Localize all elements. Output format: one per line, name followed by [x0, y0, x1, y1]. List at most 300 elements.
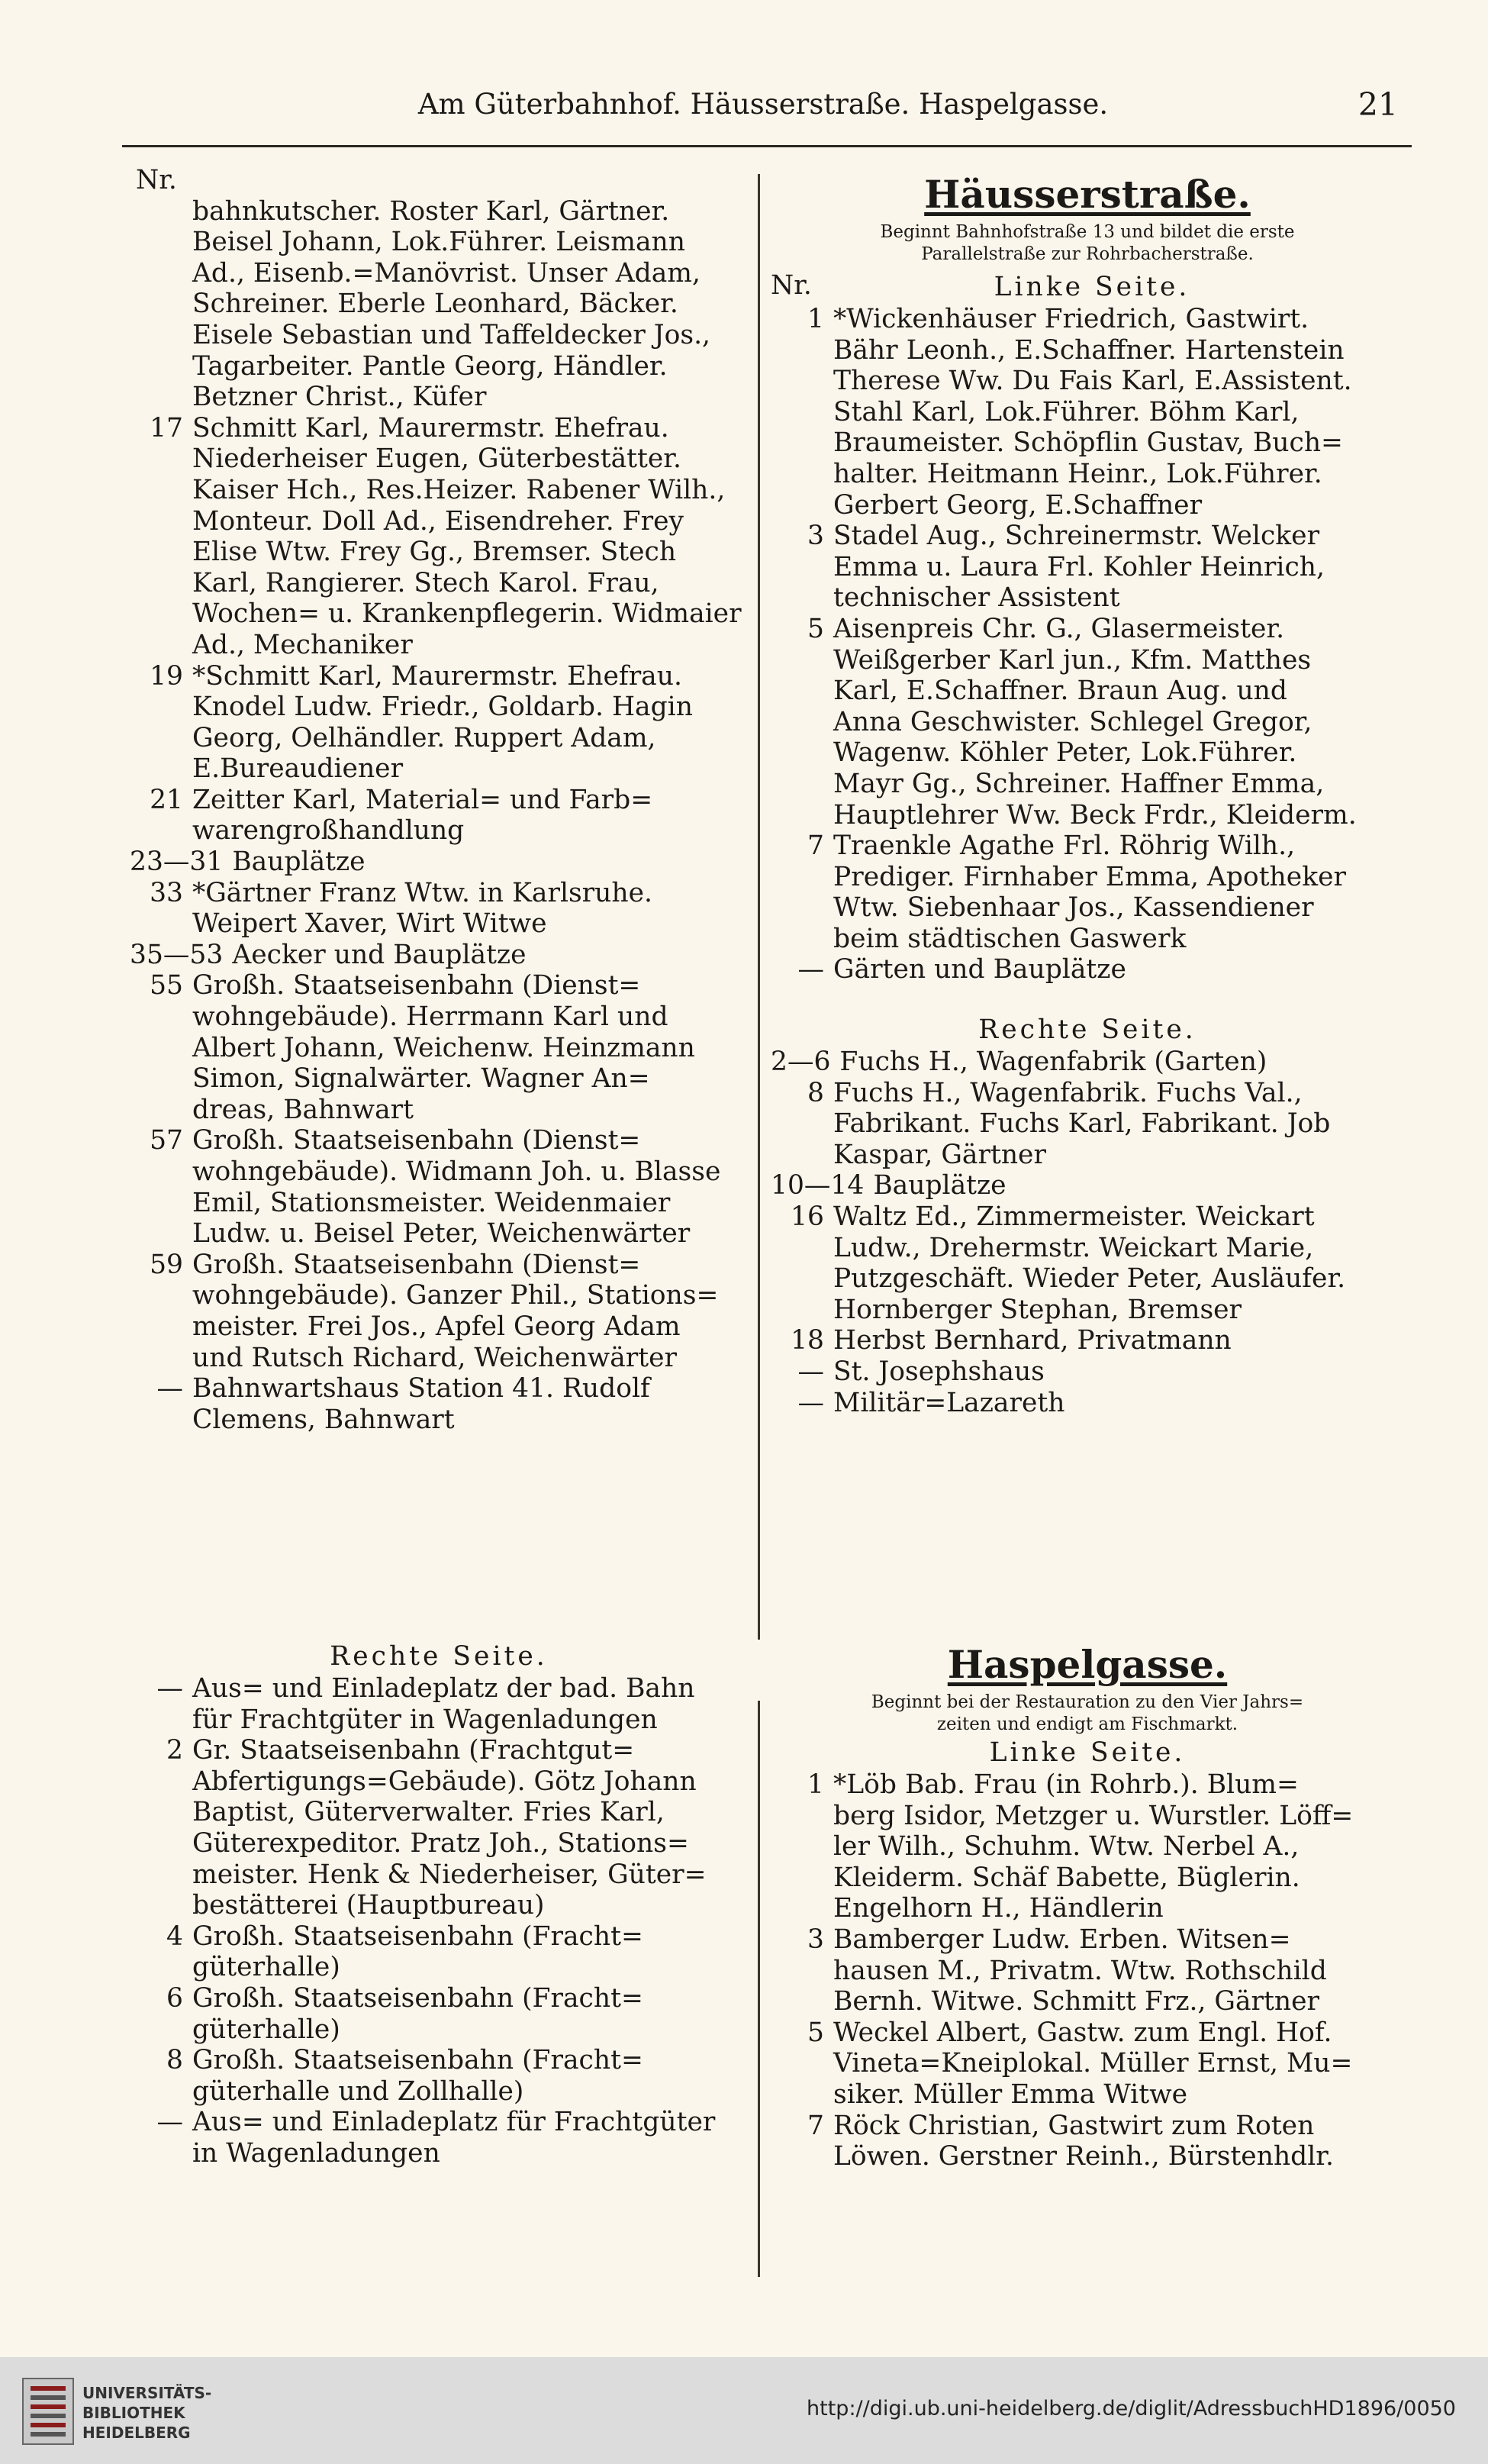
entry-text: warengroßhandlung — [192, 815, 465, 847]
entry-line — [130, 537, 748, 568]
entry-text: Ad., Eisenb.=Manövrist. Unser Adam, — [192, 257, 701, 289]
house-number — [771, 335, 833, 366]
entry-text: Engelhorn H., Händlerin — [833, 1893, 1164, 1924]
entry-text: Georg, Oelhändler. Ruppert Adam, — [192, 722, 656, 753]
entry-text: Vineta=Kneiplokal. Müller Ernst, Mu= — [833, 2048, 1353, 2079]
entry-line — [130, 1280, 748, 1311]
entry-line — [130, 1156, 748, 1188]
house-number — [771, 1108, 833, 1140]
house-number — [771, 582, 833, 614]
entry-line — [130, 2138, 748, 2169]
house-number — [130, 475, 192, 506]
entry-text: Aus= und Einladeplatz der bad. Bahn — [192, 1673, 695, 1704]
house-number — [771, 645, 833, 676]
street-description-2: Parallelstraße zur Rohrbacherstraße. — [921, 244, 1254, 264]
house-number: — — [156, 1373, 183, 1405]
entry-text: Gerbert Georg, E.Schaffner — [833, 489, 1203, 521]
entry-line — [771, 582, 1404, 614]
house-number — [771, 1801, 833, 1832]
entry-line — [130, 506, 748, 537]
entry-line — [771, 830, 1404, 862]
entry-line — [130, 443, 748, 475]
house-number: 18 — [791, 1325, 824, 1356]
entry-line — [130, 1188, 748, 1219]
entry-line — [771, 2111, 1404, 2142]
entry-text: Weipert Xaver, Wirt Witwe — [192, 908, 547, 940]
entry-text: berg Isidor, Metzger u. Wurstler. Löff= — [833, 1800, 1354, 1831]
house-number — [771, 366, 833, 397]
house-number — [771, 2048, 833, 2079]
entry-text: Schmitt Karl, Maurermstr. Ehefrau. — [192, 412, 669, 443]
page-number: 21 — [1358, 86, 1398, 123]
house-number — [771, 769, 833, 800]
house-number — [130, 537, 192, 568]
entry-line — [771, 954, 1404, 985]
house-number — [130, 598, 192, 630]
permalink-url[interactable]: http://digi.ub.uni-heidelberg.de/diglit/AdressbuchHD1896/0050 — [807, 2397, 1456, 2420]
entry-line — [771, 1831, 1404, 1863]
house-number — [130, 1095, 192, 1126]
house-number — [130, 1828, 192, 1859]
house-number — [130, 1704, 192, 1736]
house-number: 59 — [150, 1249, 183, 1280]
house-number — [130, 1311, 192, 1343]
house-number — [130, 1156, 192, 1188]
street-title: Haspelgasse. — [947, 1642, 1228, 1687]
house-number — [771, 397, 833, 428]
house-number: 21 — [150, 784, 183, 815]
entry-text: siker. Müller Emma Witwe — [833, 2079, 1188, 2110]
entry-text: Bamberger Ludw. Erben. Witsen= — [833, 1924, 1291, 1955]
entry-line — [771, 800, 1404, 831]
institution-line-1: UNIVERSITÄTS- — [82, 2384, 212, 2402]
entry-text: meister. Henk & Niederheiser, Güter= — [192, 1859, 707, 1890]
house-number — [771, 1295, 833, 1326]
entry-line — [771, 1047, 1404, 1078]
entry-line — [130, 2076, 748, 2108]
entry-line — [130, 970, 748, 1001]
house-number — [771, 427, 833, 459]
house-number — [771, 1140, 833, 1171]
house-number — [130, 196, 192, 227]
house-number — [130, 568, 192, 599]
entry-line — [771, 335, 1404, 366]
entry-text: Niederheiser Eugen, Güterbestätter. — [192, 443, 681, 475]
entry-line — [771, 862, 1404, 893]
entry-line — [130, 940, 748, 971]
entry-text: meister. Frei Jos., Apfel Georg Adam — [192, 1311, 681, 1342]
house-number: 35—53 — [130, 939, 224, 970]
house-number — [771, 1893, 833, 1924]
entry-line — [130, 1766, 748, 1798]
entry-line — [771, 490, 1404, 521]
entry-text: Stadel Aug., Schreinermstr. Welcker — [833, 521, 1320, 552]
entry-text: Aus= und Einladeplatz für Frachtgüter — [192, 2107, 716, 2138]
entry-text: *Löb Bab. Frau (in Rohrb.). Blum= — [833, 1769, 1299, 1800]
house-number — [130, 1797, 192, 1828]
entry-line — [771, 1201, 1404, 1233]
entry-text: Knodel Ludw. Friedr., Goldarb. Hagin — [192, 692, 693, 723]
entry-line — [771, 552, 1404, 583]
house-number: 3 — [807, 521, 824, 552]
house-number — [130, 1343, 192, 1374]
left-entries — [130, 196, 748, 1436]
house-number: 23—31 — [130, 847, 224, 878]
entry-line — [130, 568, 748, 599]
entry-text: Albert Johann, Weichenw. Heinzmann — [192, 1032, 695, 1063]
entry-text: Militär=Lazareth — [833, 1387, 1065, 1418]
entry-text: Braumeister. Schöpflin Gustav, Buch= — [833, 427, 1343, 459]
entry-line — [771, 1108, 1404, 1140]
institution-name — [82, 2383, 211, 2443]
entry-text: Gärten und Bauplätze — [833, 954, 1126, 985]
entry-line — [130, 1095, 748, 1126]
entry-line — [130, 908, 748, 940]
university-seal-icon — [21, 2377, 75, 2446]
entry-line — [130, 1125, 748, 1156]
entry-line — [130, 1673, 748, 1704]
entry-line — [130, 2045, 748, 2076]
entry-line — [771, 1170, 1404, 1201]
entry-line — [771, 1893, 1404, 1924]
entry-text: und Rutsch Richard, Weichenwärter — [192, 1342, 678, 1373]
entry-line — [771, 676, 1404, 707]
entry-line — [771, 1356, 1404, 1388]
left-column-lower — [130, 1640, 748, 2169]
house-number — [130, 2138, 192, 2169]
entry-text: Bauplätze — [873, 1170, 1006, 1201]
entry-line — [130, 692, 748, 723]
entry-line — [130, 630, 748, 661]
entry-line — [130, 1373, 748, 1405]
entry-line — [130, 227, 748, 258]
entry-text: Bernh. Witwe. Schmitt Frz., Gärtner — [833, 1986, 1320, 2017]
entry-text: hausen M., Privatm. Wtw. Rothschild — [833, 1955, 1327, 1986]
entry-line — [771, 459, 1404, 490]
institution-line-3: HEIDELBERG — [82, 2424, 191, 2442]
entry-line — [130, 1828, 748, 1859]
entry-line — [771, 1388, 1404, 1419]
entry-text: Großh. Staatseisenbahn (Dienst= — [192, 970, 641, 1001]
entry-text: halter. Heitmann Heinr., Lok.Führer. — [833, 458, 1322, 489]
entry-line — [130, 1735, 748, 1766]
house-number: 16 — [791, 1201, 824, 1233]
entry-text: wohngebäude). Herrmann Karl und — [192, 1001, 668, 1033]
house-number: 1 — [807, 304, 824, 334]
running-header: Am Güterbahnhof. Häusserstraße. Haspelgasse. — [417, 88, 1109, 121]
entry-text: Kaiser Hch., Res.Heizer. Rabener Wilh., — [192, 474, 726, 505]
entry-line — [130, 723, 748, 754]
house-number — [130, 630, 192, 661]
entry-text: Monteur. Doll Ad., Eisendreher. Frey — [192, 505, 684, 537]
entry-line — [130, 1797, 748, 1828]
house-number: 7 — [807, 2110, 824, 2141]
house-number: 10—14 — [771, 1170, 865, 1201]
entry-text: Waltz Ed., Zimmermeister. Weickart — [833, 1201, 1315, 1233]
entry-line — [130, 1859, 748, 1891]
entry-text: Elise Wtw. Frey Gg., Bremser. Stech — [192, 537, 677, 568]
side-heading-right: Rechte Seite. — [978, 1014, 1197, 1046]
column-divider-lower — [758, 1701, 760, 2277]
house-number: 2—6 — [771, 1047, 831, 1078]
entry-text: bahnkutscher. Roster Karl, Gärtner. — [192, 195, 670, 227]
entry-text: Aisenpreis Chr. G., Glasermeister. — [833, 613, 1285, 644]
house-number — [130, 692, 192, 723]
house-number — [130, 1218, 192, 1250]
entry-text: Herbst Bernhard, Privatmann — [833, 1325, 1232, 1356]
house-number: — — [797, 1356, 824, 1387]
entry-text: Wtw. Siebenhaar Jos., Kassendiener — [833, 892, 1314, 924]
entry-line — [130, 1704, 748, 1736]
house-number — [771, 490, 833, 521]
house-number — [130, 320, 192, 351]
entry-text: Großh. Staatseisenbahn (Dienst= — [192, 1125, 641, 1156]
entry-line — [130, 320, 748, 351]
house-number: 6 — [166, 1982, 183, 2014]
entry-text: Karl, Rangierer. Stech Karol. Frau, — [192, 567, 659, 598]
entry-text: Aecker und Bauplätze — [232, 939, 527, 970]
entry-text: wohngebäude). Widmann Joh. u. Blasse — [192, 1156, 721, 1187]
house-number — [771, 1863, 833, 1894]
entry-text: Ad., Mechaniker — [192, 629, 413, 660]
house-number — [130, 1033, 192, 1064]
haspelgasse-entries — [771, 1769, 1404, 2172]
entry-text: Fabrikant. Fuchs Karl, Fabrikant. Job — [833, 1108, 1331, 1140]
entry-line — [130, 1218, 748, 1250]
entry-line — [771, 1295, 1404, 1326]
entry-text: Therese Ww. Du Fais Karl, E.Assistent. — [833, 366, 1352, 397]
entry-line — [771, 2141, 1404, 2172]
entry-line — [771, 1078, 1404, 1109]
entry-text: Bähr Leonh., E.Schaffner. Hartenstein — [833, 334, 1345, 366]
entry-line — [130, 1250, 748, 1281]
entry-line — [771, 769, 1404, 800]
entry-line — [130, 1001, 748, 1033]
house-number — [771, 1831, 833, 1863]
nr-label: Nr. — [136, 165, 177, 195]
entry-text: Stahl Karl, Lok.Führer. Böhm Karl, — [833, 396, 1300, 427]
nr-label: Nr. — [771, 270, 812, 301]
entry-line — [771, 427, 1404, 459]
entry-text: Hornberger Stephan, Bremser — [833, 1294, 1242, 1325]
entry-line — [771, 1769, 1404, 1801]
entry-line — [130, 413, 748, 444]
entry-text: Bahnwartshaus Station 41. Rudolf — [192, 1373, 650, 1405]
entry-line — [771, 304, 1404, 335]
entry-line — [771, 521, 1404, 552]
entry-text: beim städtischen Gaswerk — [833, 923, 1187, 954]
entry-text: Karl, E.Schaffner. Braun Aug. und — [833, 676, 1287, 707]
entry-text: Tagarbeiter. Pantle Georg, Händler. — [192, 350, 668, 382]
entry-text: Abfertigungs=Gebäude). Götz Johann — [192, 1766, 697, 1797]
house-number — [130, 1063, 192, 1095]
entry-text: Weißgerber Karl jun., Kfm. Matthes — [833, 644, 1312, 676]
house-number: 4 — [166, 1921, 183, 1952]
haeusserstrasse-left-entries — [771, 304, 1404, 985]
entry-line — [130, 1983, 748, 2014]
entry-text: Kleiderm. Schäf Babette, Büglerin. — [833, 1862, 1300, 1893]
house-number — [130, 908, 192, 940]
street-title: Häusserstraße. — [924, 172, 1251, 217]
entry-line — [771, 645, 1404, 676]
entry-line — [130, 289, 748, 320]
house-number — [130, 289, 192, 320]
house-number: 2 — [166, 1735, 183, 1766]
entry-text: Fuchs H., Wagenfabrik (Garten) — [839, 1047, 1267, 1078]
house-number — [130, 2076, 192, 2108]
entry-line — [771, 1140, 1404, 1171]
viewer-footer — [0, 2357, 1488, 2464]
entry-text: St. Josephshaus — [833, 1356, 1045, 1387]
entry-line — [130, 2014, 748, 2046]
entry-text: in Wagenladungen — [192, 2137, 440, 2169]
entry-line — [771, 2079, 1404, 2111]
entry-text: *Schmitt Karl, Maurermstr. Ehefrau. — [192, 660, 682, 692]
entry-text: Zeitter Karl, Material= und Farb= — [192, 784, 653, 815]
house-number — [130, 443, 192, 475]
entry-line — [771, 1263, 1404, 1295]
entry-text: Großh. Staatseisenbahn (Fracht= — [192, 1921, 643, 1952]
entry-line — [130, 878, 748, 909]
entry-text: Anna Geschwister. Schlegel Gregor, — [833, 706, 1312, 737]
entry-line — [130, 785, 748, 816]
haeusserstrasse-section — [771, 171, 1404, 1418]
house-number — [130, 1890, 192, 1921]
entry-line — [130, 847, 748, 878]
left-lower-entries — [130, 1673, 748, 2169]
entry-line — [771, 397, 1404, 428]
house-number — [771, 1986, 833, 2017]
entry-line — [771, 1863, 1404, 1894]
entry-text: Mayr Gg., Schreiner. Haffner Emma, — [833, 768, 1325, 799]
entry-text: Betzner Christ., Küfer — [192, 382, 487, 413]
entry-line — [771, 1956, 1404, 1987]
haspelgasse-section — [771, 1641, 1404, 2172]
house-number — [771, 707, 833, 738]
house-number — [130, 506, 192, 537]
house-number — [130, 227, 192, 258]
entry-text: wohngebäude). Ganzer Phil., Stations= — [192, 1280, 719, 1311]
entry-text: Schreiner. Eberle Leonhard, Bäcker. — [192, 289, 678, 320]
entry-line — [130, 258, 748, 289]
entry-line — [130, 1033, 748, 1064]
house-number: 55 — [150, 970, 183, 1001]
entry-text: güterhalle und Zollhalle) — [192, 2075, 524, 2107]
house-number: 5 — [807, 2017, 824, 2048]
house-number — [130, 1405, 192, 1436]
house-number — [130, 815, 192, 847]
entry-line — [130, 1311, 748, 1343]
house-number — [130, 753, 192, 785]
institution-line-2: BIBLIOTHEK — [82, 2404, 185, 2422]
house-number — [771, 924, 833, 955]
house-number: 8 — [166, 2045, 183, 2076]
entry-text: Clemens, Bahnwart — [192, 1404, 455, 1435]
entry-line — [130, 351, 748, 382]
entry-text: Emma u. Laura Frl. Kohler Heinrich, — [833, 551, 1325, 582]
house-number — [771, 2079, 833, 2111]
entry-line — [771, 2048, 1404, 2079]
entry-text: Löwen. Gerstner Reinh., Bürstenhdlr. — [833, 2141, 1334, 2172]
house-number — [130, 2014, 192, 2046]
entry-text: ler Wilh., Schuhm. Wtw. Nerbel A., — [833, 1831, 1300, 1863]
house-number — [771, 892, 833, 924]
entry-text: *Wickenhäuser Friedrich, Gastwirt. — [833, 304, 1309, 334]
entry-line — [771, 1986, 1404, 2017]
house-number — [771, 1956, 833, 1987]
house-number — [771, 552, 833, 583]
house-number — [130, 1001, 192, 1033]
entry-line — [130, 815, 748, 847]
house-number — [130, 1859, 192, 1891]
house-number — [130, 351, 192, 382]
entry-text: Putzgeschäft. Wieder Peter, Ausläufer. — [833, 1263, 1346, 1295]
house-number — [130, 723, 192, 754]
house-number: — — [797, 1387, 824, 1418]
entry-text: Großh. Staatseisenbahn (Fracht= — [192, 1982, 643, 2014]
house-number: 17 — [150, 412, 183, 443]
entry-line — [771, 707, 1404, 738]
house-number: — — [797, 954, 824, 985]
entry-line — [771, 737, 1404, 769]
house-number: 5 — [807, 613, 824, 644]
entry-line — [130, 598, 748, 630]
house-number — [130, 258, 192, 289]
house-number: 19 — [150, 660, 183, 692]
entry-text: Großh. Staatseisenbahn (Fracht= — [192, 2045, 643, 2076]
entry-line — [130, 196, 748, 227]
house-number: 57 — [150, 1125, 183, 1156]
entry-line — [130, 2107, 748, 2138]
entry-line — [130, 1952, 748, 1983]
entry-line — [130, 1405, 748, 1436]
house-number: — — [156, 1673, 183, 1704]
entry-text: *Gärtner Franz Wtw. in Karlsruhe. — [192, 877, 652, 908]
entry-text: Kaspar, Gärtner — [833, 1139, 1046, 1170]
house-number — [771, 800, 833, 831]
house-number: 8 — [807, 1077, 824, 1108]
entry-line — [771, 2017, 1404, 2049]
side-heading-left: Linke Seite. — [994, 272, 1190, 302]
entry-text: Güterexpeditor. Pratz Joh., Stations= — [192, 1827, 689, 1859]
entry-text: güterhalle) — [192, 1952, 340, 1983]
entry-line — [771, 1233, 1404, 1264]
entry-text: Wochen= u. Krankenpflegerin. Widmaier — [192, 598, 742, 630]
house-number — [130, 1188, 192, 1219]
entry-text: Emil, Stationsmeister. Weidenmaier — [192, 1187, 671, 1218]
house-number — [130, 1280, 192, 1311]
column-divider — [758, 174, 760, 1640]
house-number — [130, 1766, 192, 1798]
entry-line — [771, 366, 1404, 397]
haeusserstrasse-right-entries — [771, 1047, 1404, 1418]
house-number — [771, 862, 833, 893]
house-number — [771, 2141, 833, 2172]
entry-line — [130, 1343, 748, 1374]
house-number — [771, 1233, 833, 1264]
entry-text: Wagenw. Köhler Peter, Lok.Führer. — [833, 737, 1297, 769]
entry-text: güterhalle) — [192, 2014, 340, 2045]
entry-line — [771, 892, 1404, 924]
house-number — [771, 676, 833, 707]
entry-line — [771, 924, 1404, 955]
entry-text: Großh. Staatseisenbahn (Dienst= — [192, 1249, 641, 1280]
entry-text: Traenkle Agathe Frl. Röhrig Wilh., — [833, 830, 1296, 862]
entry-text: Hauptlehrer Ww. Beck Frdr., Kleiderm. — [833, 799, 1357, 830]
entry-text: Simon, Signalwärter. Wagner An= — [192, 1063, 650, 1095]
entry-line — [130, 475, 748, 506]
house-number: 1 — [807, 1769, 824, 1800]
